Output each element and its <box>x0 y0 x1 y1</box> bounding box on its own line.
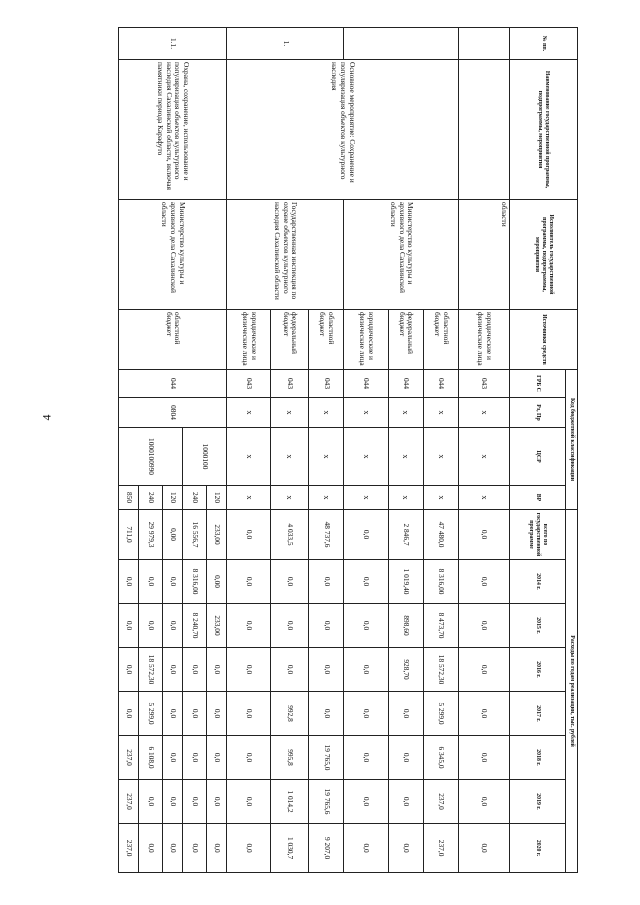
cell-empty <box>344 28 459 60</box>
table-row <box>423 28 458 873</box>
value-cell: 8 473,70 <box>423 604 458 648</box>
grbs-cell: 043 <box>271 370 309 398</box>
value-cell: 0,0 <box>271 648 309 692</box>
value-cell: 0,0 <box>183 648 207 692</box>
value-cell: 0,0 <box>388 692 423 736</box>
rzpr-cell: х <box>309 398 344 428</box>
value-cell: 0,0 <box>227 560 271 604</box>
grbs-cell: 043 <box>459 370 510 398</box>
value-cell: 0,0 <box>138 780 162 824</box>
source-cell: областной бюджет <box>119 310 227 370</box>
csr-cell: х <box>423 428 458 486</box>
header-executor: Исполнитель государственной программы, подпрограммы, мероприятия <box>510 200 578 310</box>
source-cell: областной бюджет <box>423 310 458 370</box>
value-cell: 19 765,6 <box>309 780 344 824</box>
rzpr-cell: х <box>459 398 510 428</box>
value-cell: 0,0 <box>271 604 309 648</box>
value-cell: 0,0 <box>119 560 139 604</box>
header-year: 2014 г. <box>510 560 566 604</box>
value-cell: 0,0 <box>183 780 207 824</box>
vr-cell: х <box>271 486 309 510</box>
value-cell: 0,0 <box>459 560 510 604</box>
value-cell: 0,0 <box>207 692 227 736</box>
sub-activity-name: Охрана, сохранение, использование и популяризация объектов культурного наследия Сахалинской области, включая памятники периода Карафуто <box>119 60 227 200</box>
header-source: Источники средств <box>510 310 578 370</box>
vr-cell: х <box>344 486 388 510</box>
value-cell: 6 345,0 <box>423 736 458 780</box>
rzpr-cell: 0804 <box>119 398 227 428</box>
value-cell: 8 316,00 <box>423 560 458 604</box>
value-cell: 0,0 <box>227 604 271 648</box>
value-cell: 0,0 <box>227 648 271 692</box>
header-expenses: Расходы по годам реализации, тыс. рублей <box>566 510 578 873</box>
value-cell: 19 765,0 <box>309 736 344 780</box>
value-cell: 0,0 <box>388 824 423 873</box>
value-cell: 0,0 <box>309 692 344 736</box>
value-cell: 48 737,6 <box>309 510 344 560</box>
vr-cell: х <box>309 486 344 510</box>
value-cell: 237,0 <box>119 780 139 824</box>
value-cell: 0,0 <box>459 824 510 873</box>
value-cell: 0,0 <box>207 648 227 692</box>
header-budget-code: Код бюджетной классификации <box>566 370 578 510</box>
csr-cell: х <box>271 428 309 486</box>
executor-sub: Министерство культуры и архивного дела Сахалинской области <box>119 200 227 310</box>
value-cell: 0,0 <box>459 780 510 824</box>
page-number: 4 <box>39 414 54 421</box>
cell-empty <box>459 60 510 200</box>
value-cell: 0,0 <box>344 648 388 692</box>
value-cell: 1 030,7 <box>271 824 309 873</box>
value-cell: 0,0 <box>459 692 510 736</box>
value-cell: 0,0 <box>207 824 227 873</box>
value-cell: 992,8 <box>271 692 309 736</box>
executor-cont: области <box>459 200 510 310</box>
vr-cell: 120 <box>163 486 183 510</box>
value-cell: 0,0 <box>227 780 271 824</box>
value-cell: 0,0 <box>388 780 423 824</box>
value-cell: 0,0 <box>138 604 162 648</box>
budget-table <box>118 27 578 873</box>
header-grbs: ГРБ С <box>510 370 566 398</box>
csr-cell: х <box>309 428 344 486</box>
value-cell: 16 556,7 <box>183 510 207 560</box>
table-row <box>459 28 510 873</box>
value-cell: 0,0 <box>344 824 388 873</box>
value-cell: 0,0 <box>163 604 183 648</box>
source-cell: областной бюджет <box>309 310 344 370</box>
main-activity-num: 1. <box>227 28 344 60</box>
value-cell: 8 240,70 <box>183 604 207 648</box>
sub-activity-num: 1.1. <box>119 28 227 60</box>
value-cell: 0,0 <box>344 692 388 736</box>
vr-cell: 850 <box>119 486 139 510</box>
value-cell: 237,0 <box>119 736 139 780</box>
value-cell: 0,0 <box>163 692 183 736</box>
value-cell: 0,0 <box>271 560 309 604</box>
csr-cell: х <box>344 428 388 486</box>
value-cell: 0,0 <box>207 736 227 780</box>
value-cell: 233,00 <box>207 604 227 648</box>
value-cell: 0,0 <box>309 604 344 648</box>
source-cell: юридические и физические лица <box>227 310 271 370</box>
grbs-cell: 044 <box>388 370 423 398</box>
value-cell: 18 572,30 <box>423 648 458 692</box>
value-cell: 233,00 <box>207 510 227 560</box>
value-cell: 0,0 <box>163 560 183 604</box>
rotated-table-container <box>118 27 578 872</box>
vr-cell: 120 <box>207 486 227 510</box>
value-cell: 5 299,0 <box>423 692 458 736</box>
csr-cell: х <box>227 428 271 486</box>
value-cell: 47 480,0 <box>423 510 458 560</box>
header-year: 2015 г. <box>510 604 566 648</box>
value-cell: 0,0 <box>227 824 271 873</box>
value-cell: 928,70 <box>388 648 423 692</box>
header-vr: ВР <box>510 486 566 510</box>
value-cell: 0,0 <box>163 824 183 873</box>
value-cell: 0,0 <box>227 736 271 780</box>
csr-cell: х <box>459 428 510 486</box>
value-cell: 0,00 <box>207 560 227 604</box>
value-cell: 18 572,30 <box>138 648 162 692</box>
value-cell: 237,0 <box>423 780 458 824</box>
vr-cell: х <box>423 486 458 510</box>
executor-ministry: Министерство культуры и архивного дела Сахалинской области <box>344 200 459 310</box>
header-year: 2020 г. <box>510 824 566 873</box>
value-cell: 4 033,5 <box>271 510 309 560</box>
source-cell: юридические и физические лица <box>459 310 510 370</box>
rzpr-cell: х <box>388 398 423 428</box>
grbs-cell: 044 <box>119 370 227 398</box>
value-cell: 2 846,7 <box>388 510 423 560</box>
csr-cell: 1000100 <box>183 428 227 486</box>
vr-cell: х <box>227 486 271 510</box>
value-cell: 0,0 <box>183 736 207 780</box>
vr-cell: х <box>388 486 423 510</box>
value-cell: 29 979,3 <box>138 510 162 560</box>
value-cell: 237,0 <box>119 824 139 873</box>
rzpr-cell: х <box>227 398 271 428</box>
value-cell: 0,0 <box>309 560 344 604</box>
executor-inspection: Государственная инспекция по охране объектов культурного наследия Сахалинской области <box>227 200 344 310</box>
source-cell: федеральный бюджет <box>388 310 423 370</box>
value-cell: 0,0 <box>227 510 271 560</box>
header-year: 2018 г. <box>510 736 566 780</box>
value-cell: 898,60 <box>388 604 423 648</box>
value-cell: 0,0 <box>119 692 139 736</box>
source-cell: федеральный бюджет <box>271 310 309 370</box>
header-num: № пп. <box>510 28 578 60</box>
csr-cell: 1000100990 <box>119 428 183 486</box>
value-cell: 0,0 <box>138 824 162 873</box>
value-cell: 0,0 <box>207 780 227 824</box>
header-rzpr: Рз, Пр <box>510 398 566 428</box>
value-cell: 0,0 <box>344 736 388 780</box>
value-cell: 0,0 <box>163 736 183 780</box>
value-cell: 0,0 <box>163 780 183 824</box>
value-cell: 6 108,0 <box>138 736 162 780</box>
value-cell: 0,0 <box>388 736 423 780</box>
value-cell: 995,8 <box>271 736 309 780</box>
header-year: 2016 г. <box>510 648 566 692</box>
value-cell: 0,0 <box>344 780 388 824</box>
vr-cell: 240 <box>183 486 207 510</box>
cell-empty <box>459 28 510 60</box>
value-cell: 0,0 <box>459 510 510 560</box>
csr-cell: х <box>388 428 423 486</box>
value-cell: 0,0 <box>344 604 388 648</box>
value-cell: 0,0 <box>119 648 139 692</box>
value-cell: 0,0 <box>344 510 388 560</box>
header-year: 2017 г. <box>510 692 566 736</box>
value-cell: 237,0 <box>423 824 458 873</box>
grbs-cell: 043 <box>309 370 344 398</box>
grbs-cell: 044 <box>344 370 388 398</box>
rzpr-cell: х <box>344 398 388 428</box>
header-total: всего по государственной программе <box>510 510 566 560</box>
header-csr: ЦСР <box>510 428 566 486</box>
value-cell: 0,0 <box>138 560 162 604</box>
value-cell: 0,0 <box>459 648 510 692</box>
main-activity-name: Основное мероприятие: Сохранение и популяризация объектов культурного наследия <box>227 60 459 200</box>
value-cell: 1 014,2 <box>271 780 309 824</box>
value-cell: 1 019,40 <box>388 560 423 604</box>
value-cell: 0,0 <box>309 648 344 692</box>
value-cell: 711,0 <box>119 510 139 560</box>
value-cell: 8 316,00 <box>183 560 207 604</box>
vr-cell: 240 <box>138 486 162 510</box>
value-cell: 0,0 <box>344 560 388 604</box>
value-cell: 0,0 <box>459 604 510 648</box>
table-row <box>207 28 227 873</box>
rzpr-cell: х <box>271 398 309 428</box>
header-year: 2019 г. <box>510 780 566 824</box>
vr-cell: х <box>459 486 510 510</box>
value-cell: 0,0 <box>119 604 139 648</box>
value-cell: 0,0 <box>163 648 183 692</box>
grbs-cell: 043 <box>227 370 271 398</box>
source-cell: юридические и физические лица <box>344 310 388 370</box>
value-cell: 0,0 <box>227 692 271 736</box>
value-cell: 0,0 <box>183 692 207 736</box>
value-cell: 5 299,0 <box>138 692 162 736</box>
grbs-cell: 044 <box>423 370 458 398</box>
value-cell: 0,00 <box>163 510 183 560</box>
rzpr-cell: х <box>423 398 458 428</box>
value-cell: 0,0 <box>183 824 207 873</box>
header-name: Наименование государственной программы, подпрограммы, мероприятия <box>510 60 578 200</box>
value-cell: 9 207,0 <box>309 824 344 873</box>
value-cell: 0,0 <box>459 736 510 780</box>
